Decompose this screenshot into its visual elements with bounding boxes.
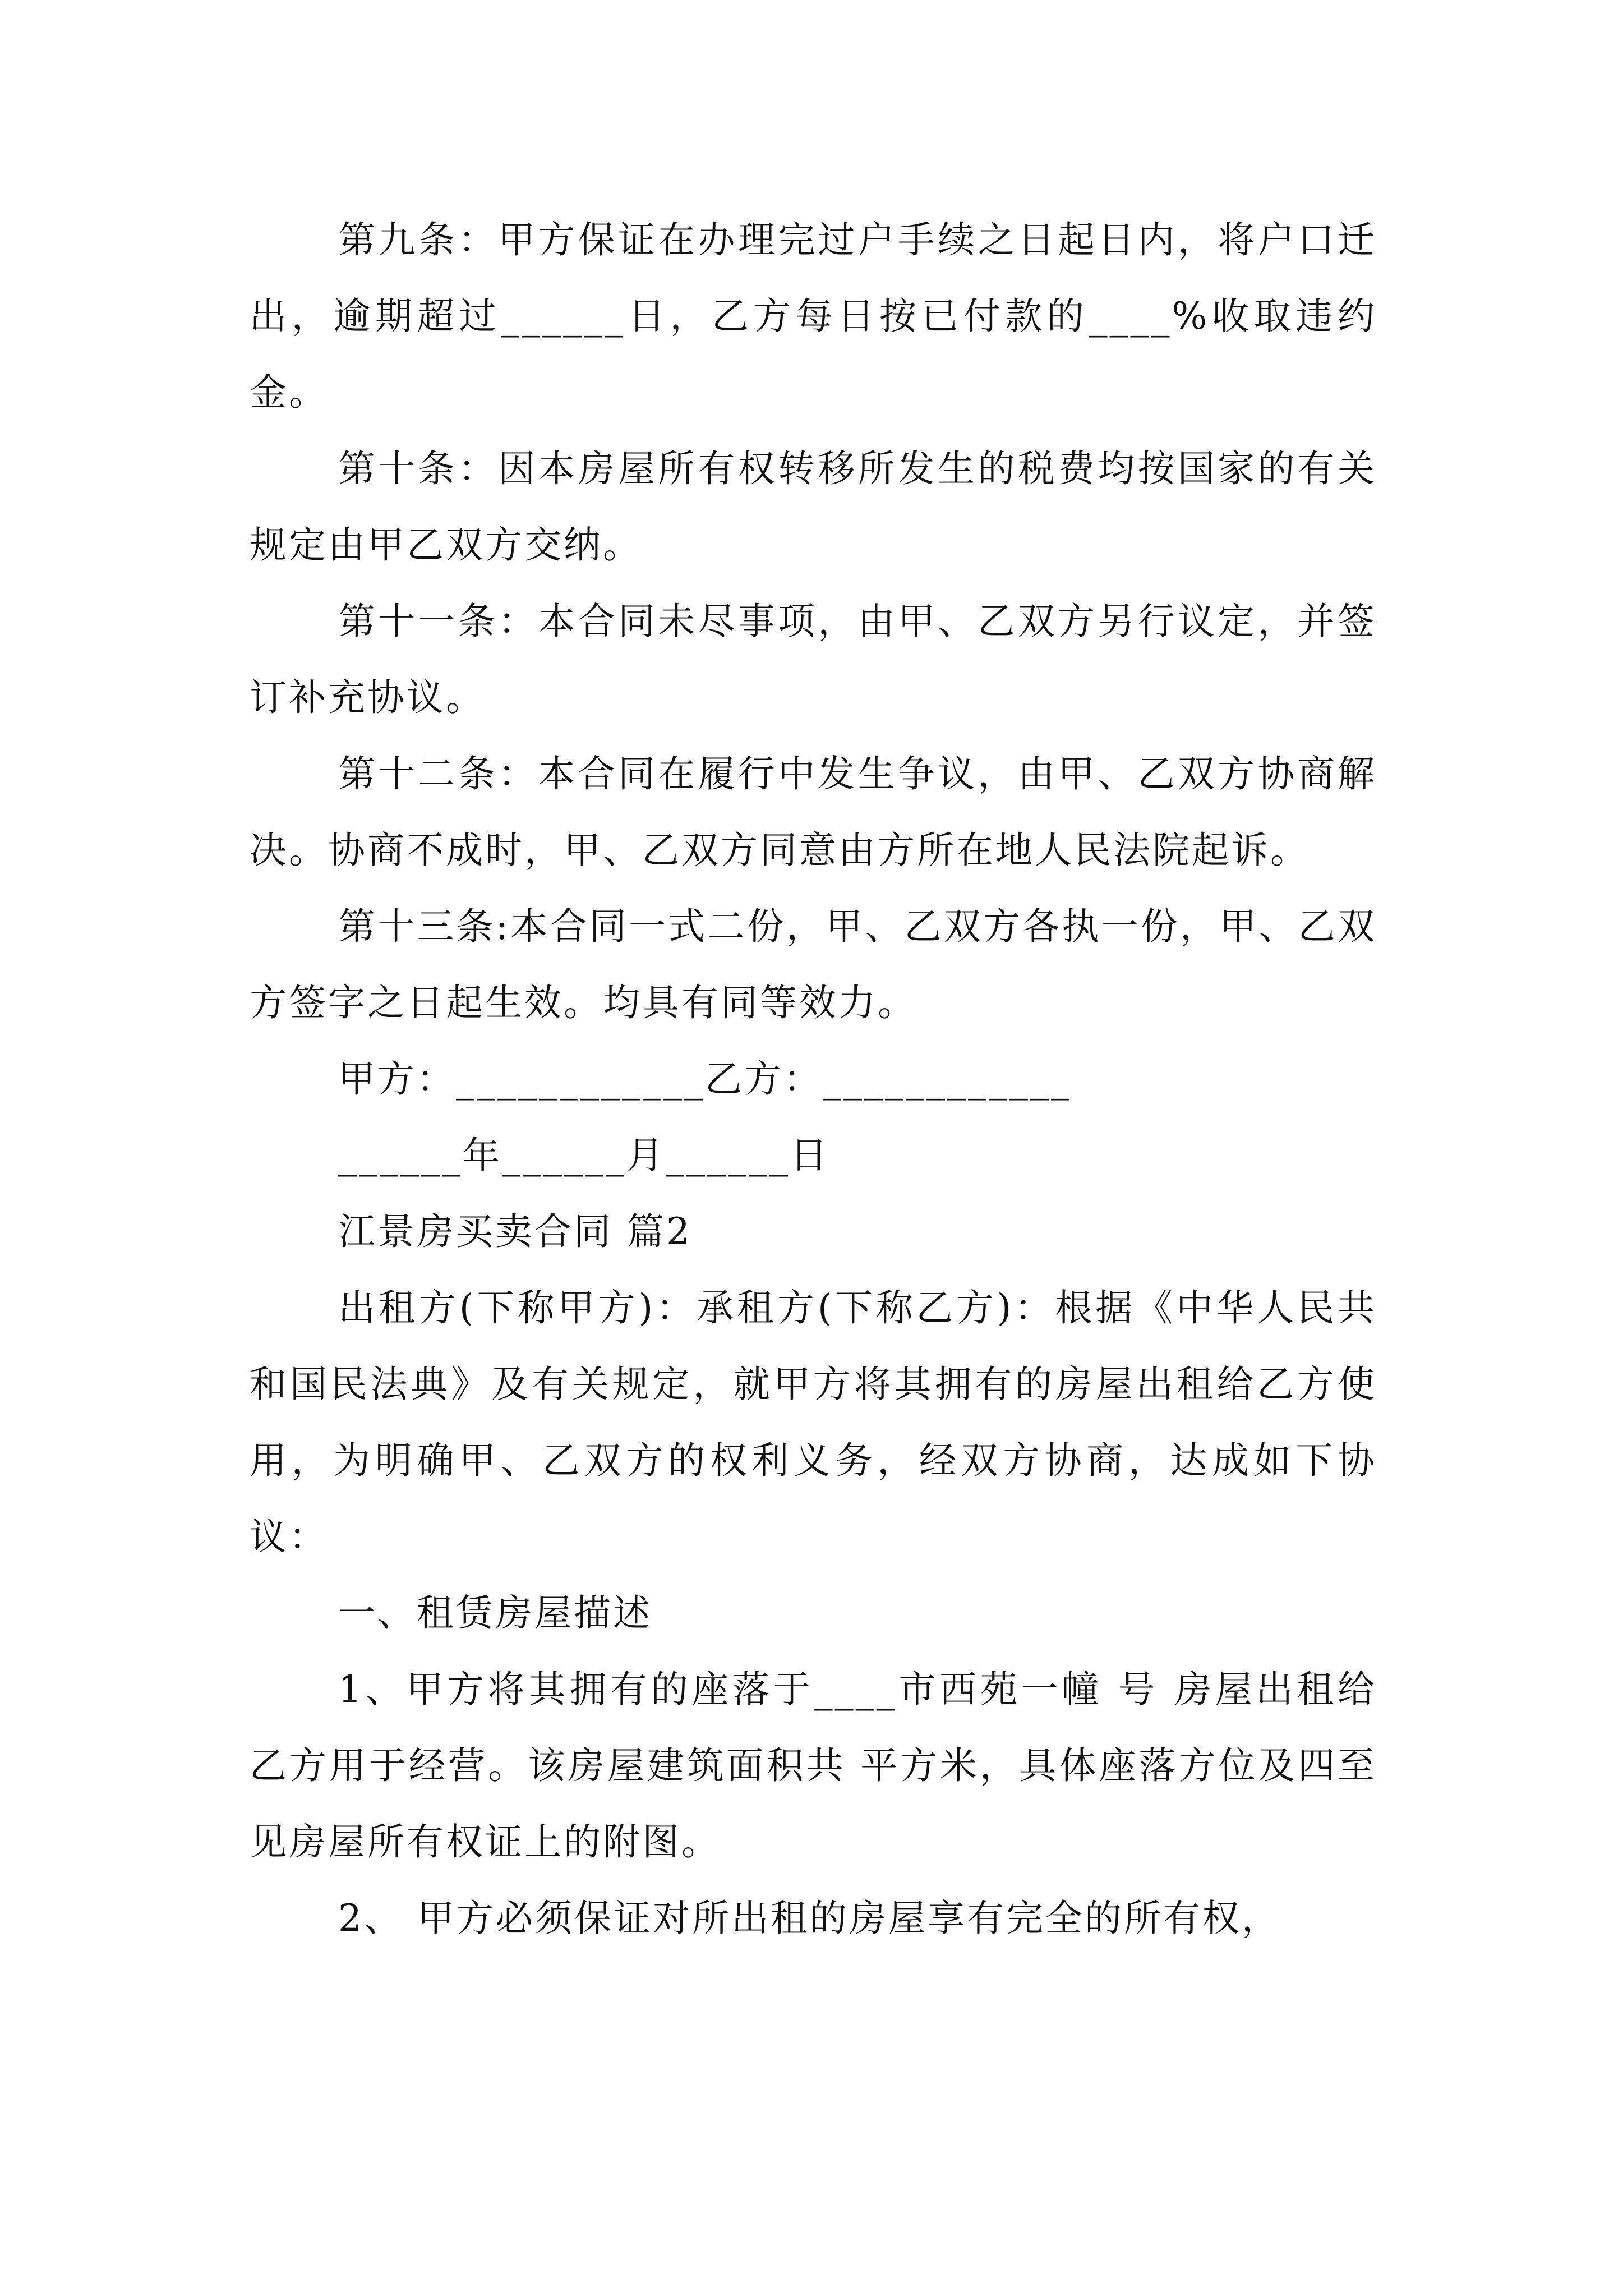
lease-item-1: 1、甲方将其拥有的座落于____市西苑一幢 号 房屋出租给乙方用于经营。该房屋建筑面积共 平方米，具体座落方位及四至见房屋所有权证上的附图。 <box>250 1668 1377 1864</box>
clause-10: 第十条：因本房屋所有权转移所发生的税费均按国家的有关规定由甲乙双方交纳。 <box>250 447 1377 567</box>
clause-11: 第十一条：本合同未尽事项，由甲、乙双方另行议定，并签订补充协议。 <box>250 600 1377 719</box>
lease-item-2: 2、 甲方必须保证对所出租的房屋享有完全的所有权， <box>338 1897 1281 1940</box>
clause-9: 第九条：甲方保证在办理完过户手续之日起日内，将户口迁出，逾期超过______日，乙方每日按已付款的____%收取违约金。 <box>250 218 1377 414</box>
section-title: 江景房买卖合同 篇2 <box>338 1210 692 1253</box>
clause-12: 第十二条：本合同在履行中发生争议，由甲、乙双方协商解决。协商不成时，甲、乙双方同意由方所在地人民法院起诉。 <box>250 752 1377 872</box>
date-line: ______年______月______日 <box>338 1134 829 1177</box>
clause-13: 第十三条:本合同一式二份，甲、乙双方各执一份，甲、乙双方签字之日起生效。均具有同等效力。 <box>250 905 1377 1024</box>
lease-intro: 出租方(下称甲方)：承租方(下称乙方)：根据《中华人民共和国民法典》及有关规定，就甲方将其拥有的房屋出租给乙方使用，为明确甲、乙双方的权利义务，经双方协商，达成如下协议： <box>250 1286 1377 1558</box>
signature-line: 甲方：____________乙方：____________ <box>338 1057 1072 1101</box>
lease-heading-1: 一、租赁房屋描述 <box>338 1591 652 1635</box>
document-body <box>250 202 1377 1957</box>
